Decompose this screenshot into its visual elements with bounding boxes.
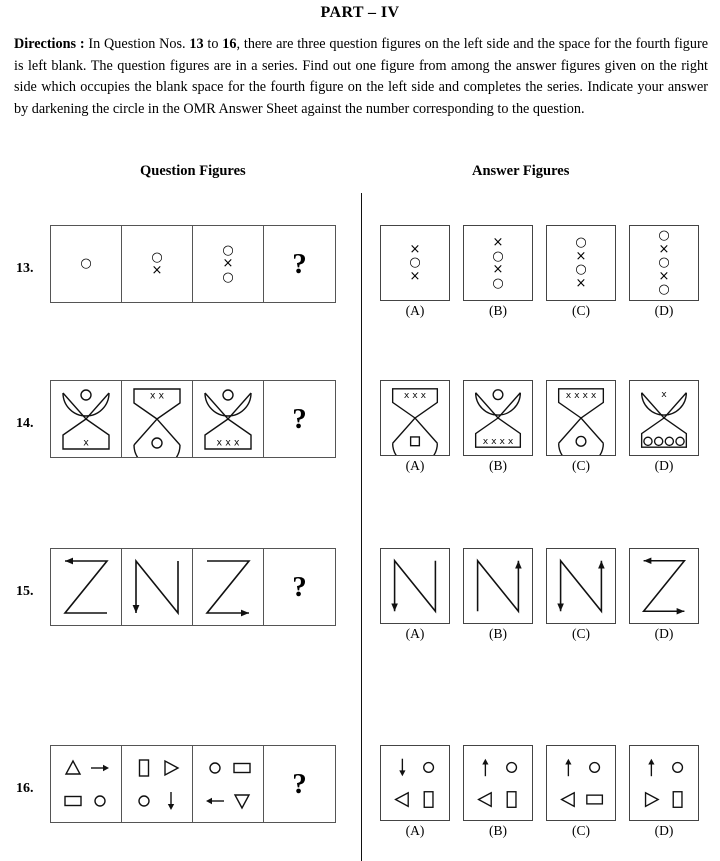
question-symbol-stack — [51, 226, 121, 302]
question-figure-strip — [50, 745, 336, 823]
answer-option-label: (D) — [654, 823, 674, 838]
answer-option-label: (D) — [654, 303, 674, 318]
answer-symbol-stack — [630, 226, 698, 300]
answer-option-label: (A) — [405, 626, 425, 641]
cross-glyph: × — [575, 275, 587, 291]
circle-glyph: ○ — [658, 282, 670, 298]
answer-option-label: (B) — [489, 823, 507, 838]
question-figure-cell — [193, 381, 264, 457]
question-figure-cell — [51, 746, 122, 822]
answer-option[interactable] — [463, 548, 533, 642]
question-figure-cell — [193, 746, 264, 822]
question-mark: ? — [292, 402, 307, 435]
question-blank-cell — [264, 549, 335, 625]
question-number: 13. — [16, 261, 34, 276]
question-figure-cell — [193, 226, 264, 302]
hourglass-figure — [51, 381, 121, 457]
answer-option-label: (D) — [654, 626, 674, 641]
answer-option-label: (A) — [405, 458, 425, 473]
svg-text:x x x: x x x — [403, 390, 427, 402]
answer-figure-group — [380, 225, 699, 319]
directions-text-2: to — [203, 36, 223, 52]
shape-grid-figure — [51, 746, 121, 822]
question-number: 16. — [16, 781, 34, 796]
cross-glyph: × — [492, 235, 504, 250]
shape-grid-figure — [122, 746, 192, 822]
hourglass-figure — [381, 381, 449, 455]
answer-option[interactable] — [546, 380, 616, 474]
question-figure-strip — [50, 225, 336, 303]
answer-option-label: (B) — [489, 458, 507, 473]
zigzag-figure — [547, 549, 615, 623]
circle-glyph: ○ — [658, 228, 670, 244]
question-figure-cell — [122, 746, 193, 822]
cross-glyph: × — [409, 241, 421, 257]
answer-symbol-stack — [464, 226, 532, 300]
answer-figure-box[interactable] — [380, 548, 450, 624]
question-figure-cell — [51, 549, 122, 625]
directions-last-question-number: 16 — [222, 36, 237, 52]
directions-paragraph — [14, 34, 708, 120]
hourglass-figure — [464, 381, 532, 455]
question-figure-cell — [51, 381, 122, 457]
answer-figure-box[interactable] — [546, 380, 616, 456]
answer-option[interactable] — [629, 225, 699, 319]
svg-text:x x x x: x x x x — [482, 435, 514, 447]
answer-option[interactable] — [629, 745, 699, 839]
answer-option[interactable] — [629, 548, 699, 642]
answer-option-label: (A) — [405, 303, 425, 318]
shape-grid-figure — [630, 746, 698, 820]
answer-figures-heading: Answer Figures — [472, 163, 570, 179]
answer-figure-box[interactable] — [629, 745, 699, 821]
answer-option-label: (B) — [489, 626, 507, 641]
svg-text:x: x — [661, 389, 667, 401]
svg-text:x x: x x — [149, 390, 165, 402]
hourglass-figure — [547, 381, 615, 455]
answer-figure-box[interactable] — [463, 380, 533, 456]
zigzag-figure — [464, 549, 532, 623]
answer-figure-box[interactable] — [463, 745, 533, 821]
circle-glyph: ○ — [658, 255, 670, 271]
answer-option-label: (C) — [572, 303, 590, 318]
circle-glyph: ○ — [222, 269, 234, 285]
answer-option-label: (D) — [654, 458, 674, 473]
answer-option[interactable] — [546, 225, 616, 319]
answer-figure-box[interactable] — [629, 380, 699, 456]
circle-glyph: ○ — [409, 255, 421, 271]
svg-text:x: x — [83, 437, 89, 449]
answer-option-label: (C) — [572, 626, 590, 641]
shape-grid-figure — [381, 746, 449, 820]
circle-glyph: ○ — [575, 262, 587, 277]
cross-glyph: × — [409, 268, 421, 284]
cross-glyph: × — [151, 263, 163, 278]
answer-figure-group — [380, 380, 699, 474]
answer-figure-box[interactable] — [629, 548, 699, 624]
circle-glyph: ○ — [151, 249, 163, 265]
answer-option[interactable] — [463, 225, 533, 319]
question-blank-cell — [264, 226, 335, 302]
question-mark: ? — [292, 767, 307, 800]
question-figure-strip — [50, 380, 336, 458]
answer-option[interactable] — [629, 380, 699, 474]
circle-glyph: ○ — [80, 256, 92, 272]
answer-figure-box[interactable] — [629, 225, 699, 301]
hourglass-figure — [122, 381, 192, 457]
answer-figure-box[interactable] — [463, 548, 533, 624]
directions-first-question-number: 13 — [189, 36, 204, 52]
answer-option[interactable] — [380, 380, 450, 474]
shape-grid-figure — [547, 746, 615, 820]
hourglass-figure — [630, 381, 698, 455]
directions-text-1: In Question Nos. — [84, 36, 190, 52]
directions-text-3: , there are three question figures on the left side and the space for the fourth figure is left blank. The question figures are in a series. Find out one figure from among the answer figures given on the right side which occupies the blank space for the fourth figure on the left side and completes the series. Indicate your answer by darkening the circle in the OMR Answer Sheet against the number corresponding to the question. — [14, 36, 708, 117]
question-blank-cell — [264, 746, 335, 822]
answer-option-label: (C) — [572, 823, 590, 838]
question-mark: ? — [292, 247, 307, 280]
zigzag-figure — [381, 549, 449, 623]
answer-option[interactable] — [380, 225, 450, 319]
answer-option[interactable] — [380, 745, 450, 839]
answer-symbol-stack — [547, 226, 615, 300]
cross-glyph: × — [492, 262, 504, 277]
svg-text:x x x: x x x — [216, 437, 240, 449]
shape-grid-figure — [193, 746, 263, 822]
answer-option-label: (B) — [489, 303, 507, 318]
circle-glyph: ○ — [222, 242, 234, 258]
question-figure-cell — [122, 549, 193, 625]
answer-option[interactable] — [463, 745, 533, 839]
cross-glyph: × — [658, 241, 670, 257]
shape-grid-figure — [464, 746, 532, 820]
question-figure-cell — [122, 381, 193, 457]
answer-option[interactable] — [380, 548, 450, 642]
page-title: PART – IV — [320, 4, 400, 21]
question-number: 14. — [16, 416, 34, 431]
question-figure-cell — [51, 226, 122, 302]
zigzag-figure — [51, 549, 121, 625]
zigzag-figure — [630, 549, 698, 623]
answer-figure-box[interactable] — [380, 225, 450, 301]
circle-glyph: ○ — [492, 275, 504, 291]
answer-option[interactable] — [546, 745, 616, 839]
question-blank-cell — [264, 381, 335, 457]
answer-figure-group — [380, 548, 699, 642]
answer-figure-box[interactable] — [546, 225, 616, 301]
answer-option-label: (C) — [572, 458, 590, 473]
answer-figure-box[interactable] — [546, 548, 616, 624]
svg-text:x x x x: x x x x — [565, 390, 597, 402]
question-number: 15. — [16, 584, 34, 599]
answer-figure-box[interactable] — [380, 745, 450, 821]
hourglass-figure — [193, 381, 263, 457]
circle-glyph: ○ — [492, 248, 504, 264]
circle-glyph: ○ — [575, 235, 587, 250]
question-symbol-stack — [193, 226, 263, 302]
question-symbol-stack — [122, 226, 192, 302]
question-figures-heading: Question Figures — [140, 163, 246, 179]
question-figure-strip — [50, 548, 336, 626]
answer-option[interactable] — [546, 548, 616, 642]
answer-option[interactable] — [463, 380, 533, 474]
answer-figure-box[interactable] — [546, 745, 616, 821]
zigzag-figure — [122, 549, 192, 625]
directions-label: Directions : — [14, 36, 85, 52]
question-mark: ? — [292, 570, 307, 603]
question-figure-cell — [122, 226, 193, 302]
column-divider — [361, 193, 362, 861]
zigzag-figure — [193, 549, 263, 625]
cross-glyph: × — [658, 268, 670, 284]
answer-option-label: (A) — [405, 823, 425, 838]
cross-glyph: × — [222, 256, 234, 272]
answer-figure-box[interactable] — [380, 380, 450, 456]
answer-symbol-stack — [381, 226, 449, 300]
answer-figure-group — [380, 745, 699, 839]
cross-glyph: × — [575, 248, 587, 264]
question-figure-cell — [193, 549, 264, 625]
answer-figure-box[interactable] — [463, 225, 533, 301]
